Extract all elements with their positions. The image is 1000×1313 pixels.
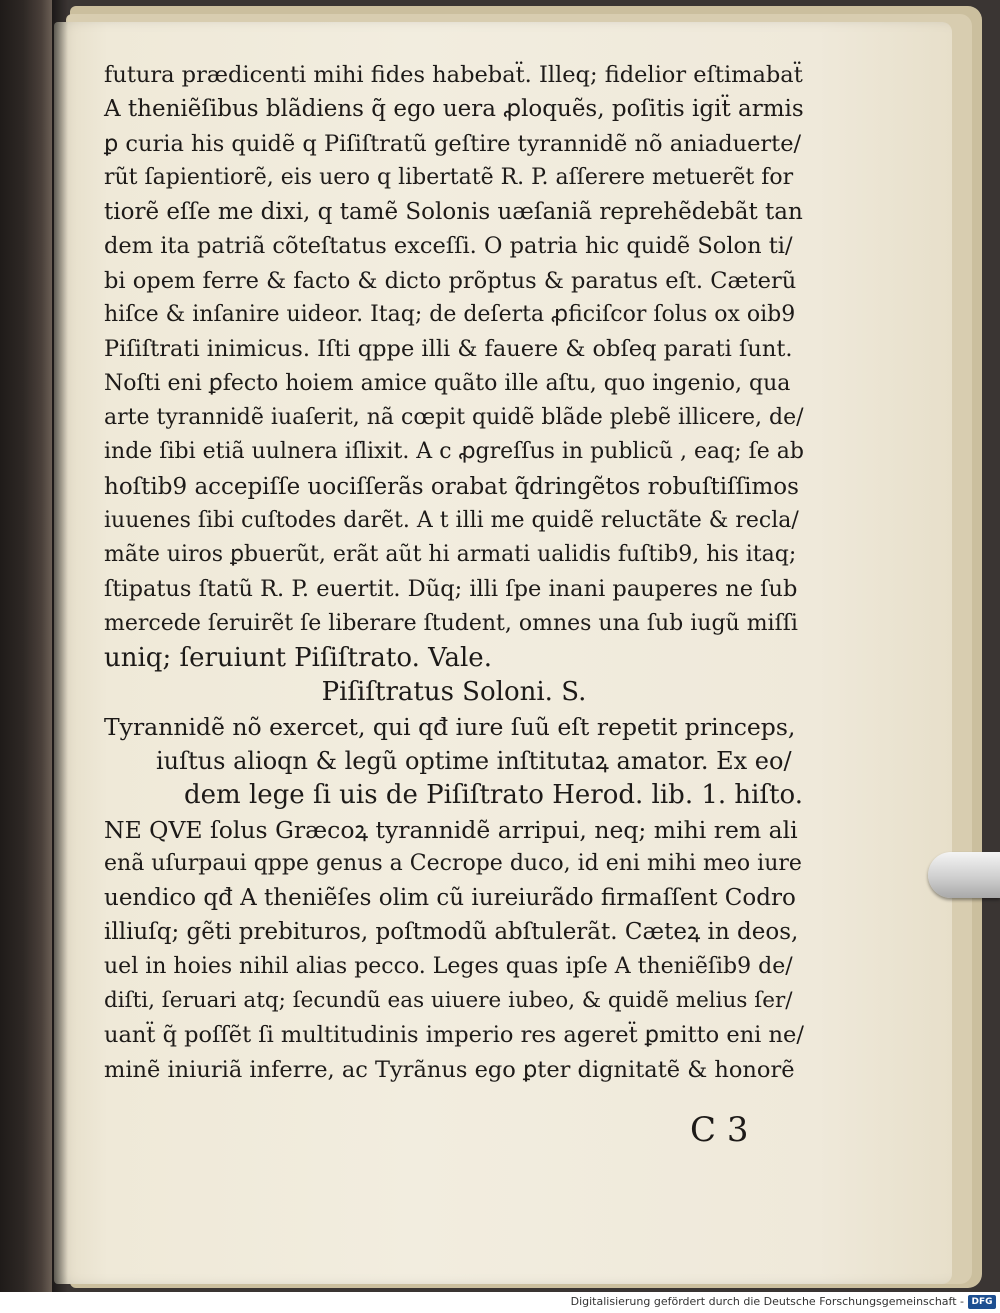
text-line: arte tyrannidẽ iuaſerit, nã cœpit quidẽ blãde plebẽ illicere, de/ xyxy=(104,404,804,430)
book-binding xyxy=(0,0,52,1292)
text-line: mercede ſeruirẽt ſe liberare ſtudent, omnes una ſub iugũ miſſi xyxy=(104,610,798,636)
text-line: hoſtib9 accepiſſe uociſſerãs orabat q̃dringẽtos robuſtiſſimos xyxy=(104,473,799,500)
text-line: Tyrannidẽ nõ exercet, qui qđ iure ſuũ eſt repetit princeps, xyxy=(104,712,796,741)
text-line: Noſti eni ꝑfecto hoiem amice quãto ille aſtu, quo ingenio, qua xyxy=(104,370,791,396)
dfg-logo: DFG xyxy=(968,1295,996,1309)
text-line: bi opem ferre & facto & dicto prõptus & paratus eſt. Cæterũ xyxy=(104,267,797,294)
text-line: uniq; ſeruiunt Piſiſtrato. Vale. xyxy=(104,643,492,674)
gutter-shadow xyxy=(52,0,68,1292)
letter-heading: Piſiſtratus Soloni. S. xyxy=(321,677,587,708)
funding-credit: Digitalisierung gefördert durch die Deutsche Forschungsgemeinschaft - xyxy=(570,1295,964,1308)
text-line: ꝑ curia his quidẽ q Piſiſtratũ geſtire tyrannidẽ nõ aniaduerte/ xyxy=(104,130,802,157)
text-line: ſtipatus ſtatũ R. P. euertit. Dũq; illi ſpe inani pauperes ne ſub xyxy=(104,576,798,603)
text-line: iuſtus alioqn & legũ optime inſtitutaꝝ amator. Ex eo/ xyxy=(156,746,792,775)
text-line: enã uſurpaui qppe genus a Cecrope duco, id eni mihi meo iure xyxy=(104,850,802,876)
text-line: mãte uiros ꝑbuerũt, erãt aũt hi armati ualidis fuſtib9, his itaq; xyxy=(104,542,797,568)
text-line: tiorẽ eſſe me dixi, q tamẽ Solonis uæſaniã reprehẽdebãt tan xyxy=(104,199,803,226)
text-line: minẽ iniuriã inferre, ac Tyrãnus ego ꝑter dignitatẽ & honorẽ xyxy=(104,1056,795,1083)
text-line: uendico qđ A theniẽſes olim cũ iureiurãdo firmaſſent Codro xyxy=(104,885,796,912)
text-line: diſti, ſeruari atq; ſecundũ eas uiuere iubeo, & quidẽ melius ſer/ xyxy=(104,988,793,1014)
text-line: illiuſq; gẽti prebituros, poſtmodũ abſtulerãt. Cæteꝝ in deos, xyxy=(104,919,799,946)
signature-mark: C 3 xyxy=(690,1110,749,1150)
text-line: futura prædicenti mihi fides habebaẗ. Illeq; fidelior eſtimabaẗ xyxy=(104,62,803,88)
page-clip xyxy=(928,852,1000,898)
text-line: hiſce & inſanire uideor. Itaq; de deſerta ꝓficiſcor ſolus ox oib9 xyxy=(104,302,796,328)
text-line: uanẗ q̃ poſſẽt ſi multitudinis imperio res agereẗ ꝑmitto eni ne/ xyxy=(104,1022,804,1049)
text-line: dem lege ſi uis de Piſiſtrato Herod. lib. 1. hiſto. xyxy=(184,780,804,811)
text-line: uel in hoies nihil alias pecco. Leges quas ipſe A theniẽſib9 de/ xyxy=(104,953,793,979)
text-line: Piſiſtrati inimicus. Iſti qppe illi & fauere & obſeq parati ſunt. xyxy=(104,336,793,363)
footer-bar xyxy=(0,1292,1000,1313)
text-line: NE QVE ſolus Græcoꝝ tyrannidẽ arripui, neq; mihi rem ali xyxy=(104,815,798,844)
text-line: dem ita patriã cõteſtatus exceſſi. O patria hic quidẽ Solon ti/ xyxy=(104,233,793,260)
text-line: inde ſibi etiã uulnera iſlixit. A c ꝓgreſſus in publicũ , eaq; ſe ab xyxy=(104,439,804,465)
page-text xyxy=(104,58,804,1087)
text-line: A theniẽſibus blãdiens q̃ ego uera ꝓloquẽs, poſitis igiẗ armis xyxy=(104,96,804,123)
text-line: rũt ſapientiorẽ, eis uero q libertatẽ R. P. aſſerere metuerẽt for xyxy=(104,164,794,190)
text-line: iuuenes ſibi cuſtodes darẽt. A t illi me quidẽ reluctãte & recla/ xyxy=(104,507,799,533)
